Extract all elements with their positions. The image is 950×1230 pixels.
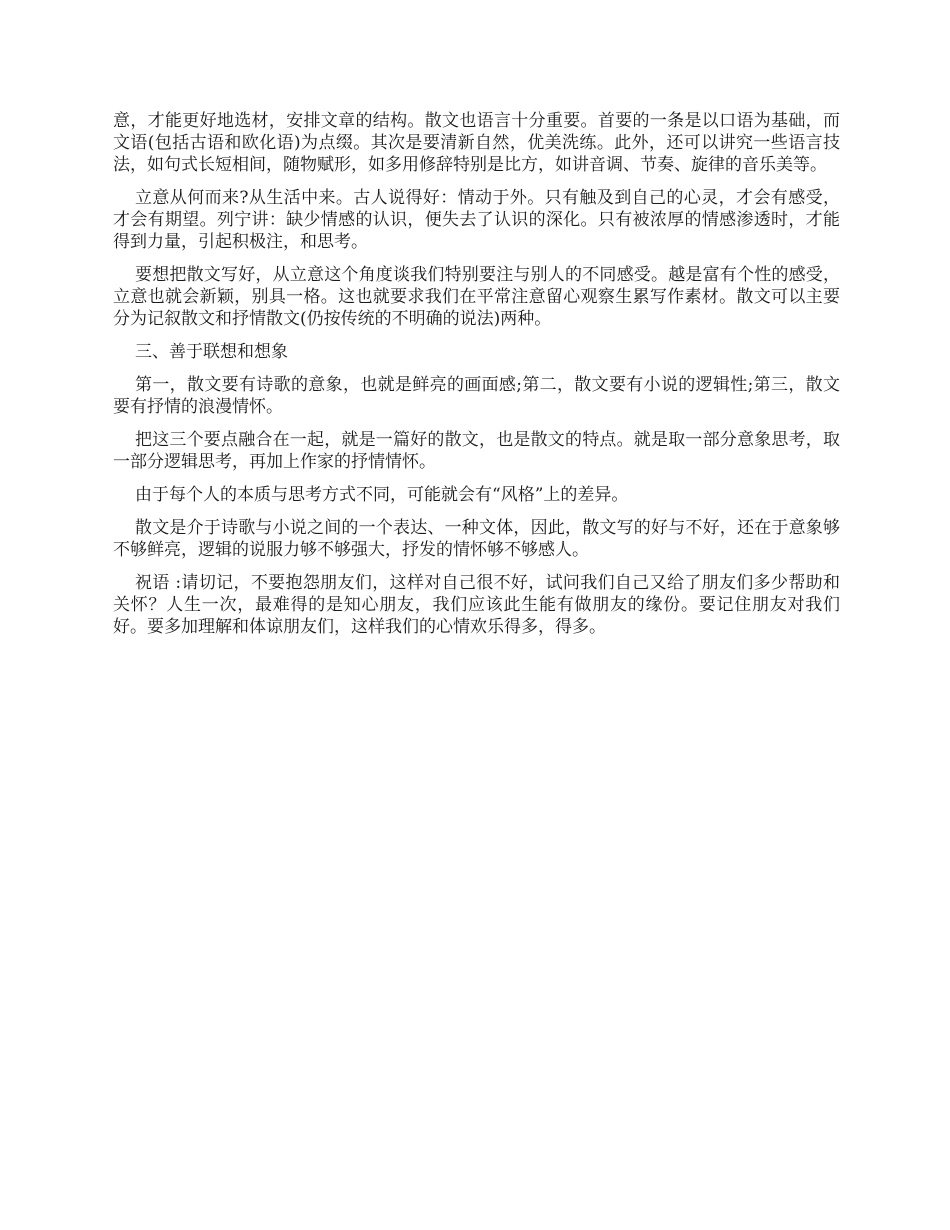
paragraph-1: 意，才能更好地选材，安排文章的结构。散文也语言十分重要。首要的一条是以口语为基础，而文语(包括古语和欧化语)为点缀。其次是要清新自然，优美洗练。此外，还可以讲究一些语言技法，如句式长短相间，随物赋形，如多用修辞特别是比方，如讲音调、节奏、旋律的音乐美等。 (113, 111, 840, 175)
paragraph-8: 祝语 :请切记，不要抱怨朋友们，这样对自己很不好，试问我们自己又给了朋友们多少帮助和关怀？人生一次，最难得的是知心朋友，我们应该此生能有做朋友的缘份。要记住朋友对我们好。要多加理解和体谅朋友们，这样我们的心情欢乐得多，得多。 (113, 573, 840, 637)
paragraph-7: 散文是介于诗歌与小说之间的一个表达、一种文体，因此，散文写的好与不好，还在于意象够不够鲜亮，逻辑的说服力够不够强大，抒发的情怀够不够感人。 (113, 518, 840, 560)
paragraph-4: 第一，散文要有诗歌的意象，也就是鲜亮的画面感;第二，散文要有小说的逻辑性;第三，散文要有抒情的浪漫情怀。 (113, 375, 840, 417)
section-heading: 三、善于联想和想象 (135, 342, 288, 362)
document-body (113, 110, 840, 649)
paragraph-6: 由于每个人的本质与思考方式不同，可能就会有“风格”上的差异。 (135, 485, 629, 505)
paragraph-2: 立意从何而来?从生活中来。古人说得好：情动于外。只有触及到自己的心灵，才会有感受，才会有期望。列宁讲：缺少情感的认识，便失去了认识的深化。只有被浓厚的情感渗透时，才能得到力量，引起积极注，和思考。 (113, 188, 840, 252)
paragraph-3: 要想把散文写好，从立意这个角度谈我们特别要注与别人的不同感受。越是富有个性的感受，立意也就会新颖，别具一格。这也就要求我们在平常注意留心观察生累写作素材。散文可以主要分为记叙散文和抒情散文(仍按传统的不明确的说法)两种。 (113, 265, 840, 329)
paragraph-5: 把这三个要点融合在一起，就是一篇好的散文，也是散文的特点。就是取一部分意象思考，取一部分逻辑思考，再加上作家的抒情情怀。 (113, 430, 840, 472)
